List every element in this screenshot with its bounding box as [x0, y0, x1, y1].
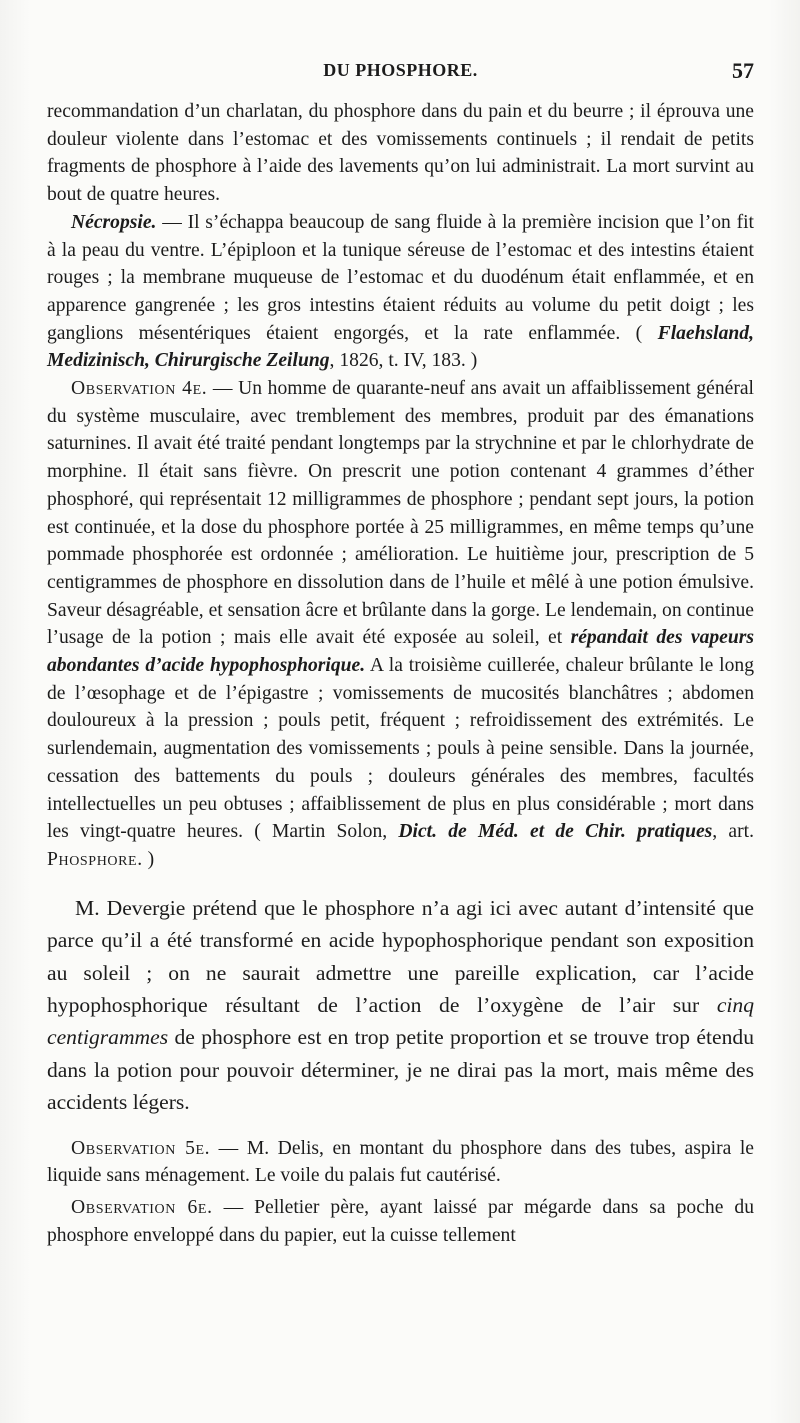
necropsie-citation-end: , 1826, t. IV, 183. ) — [329, 350, 478, 372]
paragraph-necropsie — [47, 209, 754, 375]
body-text — [47, 98, 754, 1249]
commentary-paragraph — [47, 892, 754, 1119]
running-head — [47, 60, 754, 88]
running-title: DU PHOSPHORE. — [323, 60, 478, 80]
necropsie-text: — Il s’échappa beaucoup de sang fluide à la première incision que l’on fit à la peau du ventre. L’épiploon et la tunique séreuse de l’estomac et des intestins étaient rouges ; la membrane muqueuse de l’estomac et du duodénum était enflammée, et en apparence gangrenée ; les gros intestins étaient réduits au volume du petit doigt ; les ganglions mésentériques étaient engorgés, et la rate enflammée. ( — [47, 211, 754, 344]
observation-4-text-a: — Un homme de quarante-neuf ans avait un affaiblissement général du système musculaire, avec tremblement des membres, produit par des émanations saturnines. Il avait été traité pendant longtemps par la strychnine et par le chlorhydrate de morphine. Il était sans fièvre. On prescrit une potion contenant 4 grammes d’éther phosphoré, qui représentait 12 milligrammes de phosphore ; pendant sept jours, la potion est continuée, et la dose du phosphore portée à 25 milligrammes, en même temps qu’une pommade phosphorée est ordonnée ; amélioration. Le huitième jour, prescription de 5 centigrammes de phosphore en dissolution dans de l’huile et mêlé à une potion émulsive. Saveur désagréable, et sensation âcre et brûlante dans la gorge. Le lendemain, on continue l’usage de la potion ; mais elle avait été exposée au soleil, et — [47, 378, 754, 649]
page-number: 57 — [732, 58, 754, 83]
observation-4-article: Phosphore. — [47, 848, 143, 870]
paragraph-text: recommandation d’un charlatan, du phosphore dans du pain et du beurre ; il éprouva une douleur violente dans l’estomac et des vomissements continuels ; il rendait de petits fragments de phosphore à l’aide des lavements qu’on lui administrait. La mort survint au bout de quatre heures. — [47, 101, 754, 206]
commentary-emphasis: cinq centigrammes — [47, 992, 754, 1050]
observation-6-label: Observation 6e. — [71, 1196, 213, 1218]
observation-6 — [47, 1194, 754, 1249]
observation-4-emphasis: répandait des vapeurs abondantes d’acide hypophosphorique. — [47, 627, 755, 677]
necropsie-heading: Nécropsie. — [71, 211, 157, 233]
commentary-text-a: M. Devergie prétend que le phosphore n’a agi ici avec autant d’intensité que parce qu’il a été transformé en acide hypophosphorique pendant son exposition au soleil ; on ne saurait admettre une pareille explication, car l’acide hypophosphorique résultant de l’action de l’oxygène de l’air sur — [47, 895, 754, 1017]
observation-4 — [47, 375, 754, 874]
observation-5-label: Observation 5e. — [71, 1137, 211, 1159]
observation-4-text-b: A la troisième cuillerée, chaleur brûlante le long de l’œsophage et de l’épigastre ; vomissements de mucosités blanchâtres ; abdomen douloureux à la pression ; pouls petit, fréquent ; refroidissement des extrémités. Le surlendemain, augmentation des vomissements ; pouls à peine sensible. Dans la journée, cessation des battements du pouls ; douleurs générales des membres, facultés intellectuelles un peu obtuses ; affaiblissement de plus en plus considérable ; mort dans les vingt-quatre heures. ( Martin Solon, — [47, 655, 755, 843]
observation-4-text-d: ) — [142, 848, 155, 870]
commentary-text-b: de phosphore est en trop petite proportion et se trouve trop étendu dans la potion pour pouvoir déterminer, je ne dirai pas la mort, mais même des accidents légers. — [47, 1025, 754, 1115]
observation-5 — [47, 1135, 754, 1190]
observation-4-citation: Dict. de Méd. et de Chir. pratiques — [398, 821, 713, 843]
paragraph-case-end — [47, 98, 754, 209]
necropsie-citation: Flaehsland, Medizinisch, Chirurgische Zeilung — [47, 322, 754, 372]
observation-6-text: — Pelletier père, ayant laissé par mégarde dans sa poche du phosphore enveloppé dans du papier, eut la cuisse tellement — [47, 1196, 754, 1246]
observation-5-text: — M. Delis, en montant du phosphore dans des tubes, aspira le liquide sans ménagement. Le voile du palais fut cautérisé. — [47, 1137, 754, 1187]
observation-4-text-c: , art. — [712, 821, 754, 843]
observation-4-label: Observation 4e. — [71, 378, 208, 400]
